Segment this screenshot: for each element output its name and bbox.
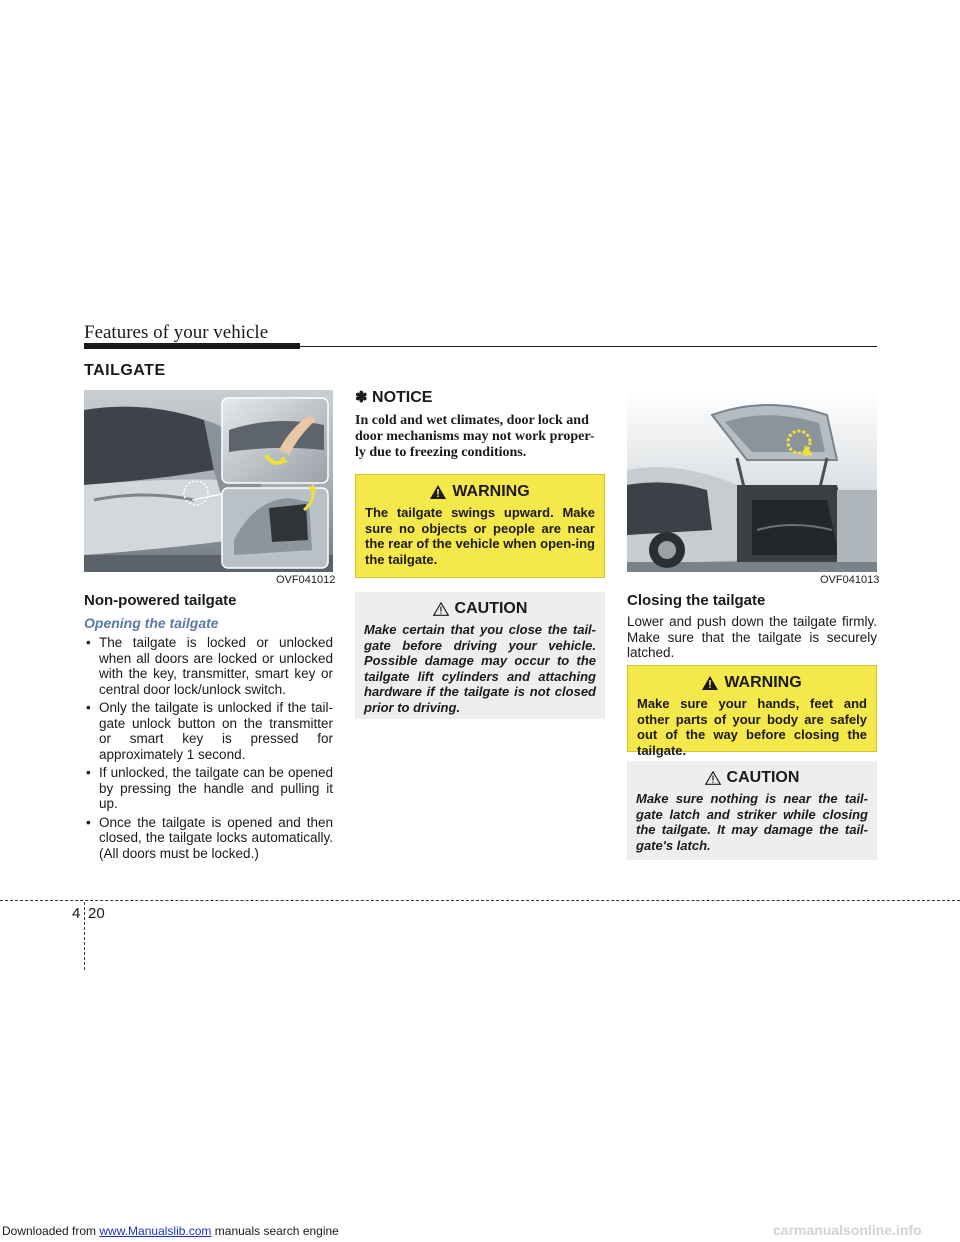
caution-label: CAUTION: [454, 600, 528, 617]
footer-dashed-rule: [0, 900, 960, 901]
closing-tailgate-section: [627, 592, 877, 661]
warning-label: WARNING: [452, 483, 530, 500]
opening-tailgate-subheading: Opening the tailgate: [84, 615, 219, 631]
download-prefix: Downloaded from: [2, 1224, 100, 1238]
page-number: 20: [88, 905, 105, 922]
caution-box-closing-before-driving: [355, 592, 605, 719]
manualslib-link[interactable]: www.Manualslib.com: [99, 1224, 212, 1238]
list-item: • If unlocked, the tailgate can be opened by pressing the handle and pulling it up.: [84, 765, 333, 812]
warning-header: [637, 674, 867, 692]
list-item: • Only the tailgate is unlocked if the tail-gate unlock button on the transmitter or smart key is pressed for approximately 1 second.: [84, 700, 333, 762]
notice-label: NOTICE: [372, 389, 433, 406]
caution-triangle-icon: [433, 602, 449, 616]
warning-text: Make sure your hands, feet and other parts of your body are safely out of the way before closing the tailgate.: [637, 696, 867, 758]
closing-tailgate-heading: Closing the tailgate: [627, 592, 766, 609]
download-suffix: manuals search engine: [211, 1224, 339, 1238]
warning-header: [365, 483, 595, 501]
warning-triangle-icon: [430, 485, 446, 499]
notice-mark-icon: ✽: [355, 389, 368, 406]
notice-block: [355, 388, 605, 461]
photo-code-left: OVF041012: [276, 574, 336, 586]
list-item: • Once the tailgate is opened and then closed, the tailgate locks automatically. (All doors must be locked.): [84, 815, 333, 862]
opening-instructions-list: [84, 635, 333, 861]
photo-code-right: OVF041013: [820, 574, 880, 586]
list-item: • The tailgate is locked or unlocked when all doors are locked or unlocked with the key, transmitter, smart key or central door lock/unlock switch.: [84, 635, 333, 697]
tailgate-closing-photo: [627, 390, 877, 572]
non-powered-tailgate-heading: Non-powered tailgate: [84, 592, 237, 609]
warning-text: The tailgate swings upward. Make sure no objects or people are near the rear of the vehicle when open-ing the tailgate.: [365, 505, 595, 567]
caution-text: Make certain that you close the tail-gate before driving your vehicle. Possible damage may occur to the tailgate lift cylinders and attaching hardware if the tailgate is not closed prior to driving.: [364, 622, 596, 715]
chapter-title: Features of your vehicle: [84, 322, 269, 343]
closing-tailgate-body: Lower and push down the tailgate firmly. Make sure that the tailgate is securely latched.: [627, 614, 877, 660]
tailgate-opening-illustration: [84, 390, 333, 572]
tailgate-closing-illustration: [627, 390, 877, 572]
notice-body: In cold and wet climates, door lock and door mechanisms may not work proper-ly due to freezing conditions.: [355, 413, 595, 460]
tailgate-opening-photo: [84, 390, 333, 572]
section-title: TAILGATE: [84, 362, 166, 379]
download-source-line: [2, 1224, 339, 1238]
notice-title: [355, 388, 605, 407]
non-powered-tailgate-section: [84, 592, 333, 864]
caution-triangle-icon: [705, 771, 721, 785]
caution-label: CAUTION: [726, 769, 800, 786]
caution-box-latch: [627, 761, 877, 860]
caution-header: [364, 600, 596, 618]
warning-box-closing: [627, 665, 877, 758]
header-rule-thick: [84, 343, 300, 349]
warning-label: WARNING: [724, 674, 802, 691]
header-rule-thin: [300, 346, 877, 347]
warning-triangle-icon: [702, 676, 718, 690]
page-chapter-number: 4: [72, 905, 81, 922]
site-watermark: carmanualsonline.info: [773, 1222, 922, 1238]
footer-dashed-divider: [84, 902, 85, 970]
warning-box-opening: [355, 474, 605, 578]
caution-header: [636, 769, 868, 787]
caution-text: Make sure nothing is near the tail-gate latch and striker while closing the tailgate. It may damage the tail-gate's latch.: [636, 791, 868, 853]
